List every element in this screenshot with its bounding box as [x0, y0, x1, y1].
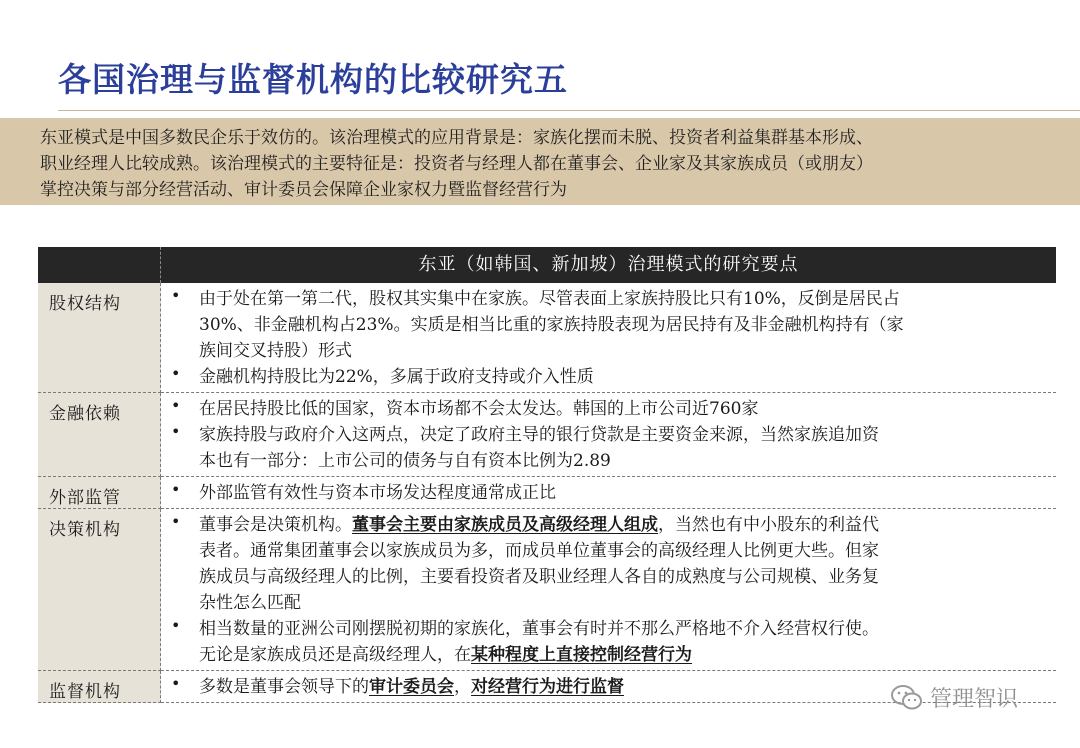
text-run: 无论是家族成员还是高级经理人，在	[199, 645, 471, 665]
bullet-item	[167, 422, 1050, 474]
bullet-item	[167, 616, 1050, 668]
wechat-icon	[890, 684, 924, 712]
bullet-line: 由于处在第一第二代，股权其实集中在家族。尽管表面上家族持股比只有10%，反倒是居民占	[199, 289, 900, 309]
bullet-item	[167, 364, 1050, 390]
table-row-equity	[38, 283, 1056, 393]
comparison-table	[38, 247, 1056, 703]
watermark-text: 管理智识	[930, 687, 1019, 712]
page-title: 各国治理与监督机构的比较研究五	[58, 60, 568, 99]
text-run: ，	[454, 677, 471, 697]
bullet-line: 外部监管有效性与资本市场发达程度通常成正比	[199, 483, 556, 503]
row-content-finance	[161, 393, 1057, 477]
bullet-line: 30%、非金融机构占23%。实质是相当比重的家族持股表现为居民持有及非金融机构持有（家	[199, 315, 904, 335]
text-run: 多数是董事会领导下的	[199, 677, 369, 697]
row-content-decision	[161, 509, 1057, 671]
emphasis-text: 对经营行为进行监督	[471, 677, 624, 697]
bullet-line: 表者。通常集团董事会以家族成员为多，而成员单位董事会的高级经理人比例更大些。但家	[199, 541, 879, 561]
table-row-decision	[38, 509, 1056, 671]
bullet-dot: •	[171, 512, 181, 531]
bullet-line: 家族持股与政府介入这两点，决定了政府主导的银行贷款是主要资金来源，当然家族追加资	[199, 425, 879, 445]
bullet-line: 族成员与高级经理人的比例，主要看投资者及职业经理人各自的成熟度与公司规模、业务复	[199, 567, 879, 587]
bullet-dot: •	[171, 674, 181, 693]
emphasis-text: 董事会主要由家族成员及高级经理人组成	[352, 515, 658, 535]
header-blank-cell	[38, 247, 161, 283]
bullet-line	[199, 512, 1050, 538]
row-content-external-supervision	[161, 477, 1057, 509]
bullet-line: 族间交叉持股）形式	[199, 341, 352, 361]
bullet-dot: •	[171, 480, 181, 499]
row-label-equity: 股权结构	[38, 283, 161, 393]
intro-line: 东亚模式是中国多数民企乐于效仿的。该治理模式的应用背景是：家族化摆而未脱、投资者利益集群基本形成、	[40, 128, 873, 148]
emphasis-text: 某种程度上直接控制经营行为	[471, 645, 692, 665]
bullet-dot: •	[171, 364, 181, 383]
row-label-decision: 决策机构	[38, 509, 161, 671]
title-divider	[58, 110, 1080, 111]
bullet-line: 杂性怎么匹配	[199, 593, 301, 613]
row-label-external-supervision: 外部监管	[38, 477, 161, 509]
text-run: ，当然也有中小股东的利益代	[658, 515, 879, 535]
watermark	[890, 682, 1018, 713]
intro-band	[0, 118, 1080, 205]
bullet-dot: •	[171, 422, 181, 441]
bullet-dot: •	[171, 286, 181, 305]
text-run: 董事会是决策机构。	[199, 515, 352, 535]
bullet-line: 在居民持股比低的国家，资本市场都不会太发达。韩国的上市公司近760家	[199, 399, 759, 419]
table-row-external-supervision	[38, 477, 1056, 509]
table-header: 东亚（如韩国、新加坡）治理模式的研究要点	[161, 247, 1057, 283]
row-content-equity	[161, 283, 1057, 393]
bullet-item	[167, 396, 1050, 422]
bullet-dot: •	[171, 396, 181, 415]
bullet-item	[167, 286, 1050, 364]
bullet-dot: •	[171, 616, 181, 635]
bullet-line: 金融机构持股比为22%，多属于政府支持或介入性质	[199, 367, 594, 387]
table-header-row	[38, 247, 1056, 283]
intro-line: 职业经理人比较成熟。该治理模式的主要特征是：投资者与经理人都在董事会、企业家及其家族成员（或朋友）	[40, 154, 873, 174]
bullet-line: 相当数量的亚洲公司刚摆脱初期的家族化，董事会有时并不那么严格地不介入经营权行使。	[199, 619, 879, 639]
intro-line: 掌控决策与部分经营活动、审计委员会保障企业家权力暨监督经营行为	[40, 180, 567, 200]
emphasis-text: 审计委员会	[369, 677, 454, 697]
bullet-line	[199, 642, 1050, 668]
table-row-finance	[38, 393, 1056, 477]
row-label-supervision: 监督机构	[38, 671, 161, 703]
bullet-item	[167, 480, 1050, 506]
row-label-finance: 金融依赖	[38, 393, 161, 477]
bullet-item	[167, 512, 1050, 616]
bullet-line: 本也有一部分：上市公司的债务与自有资本比例为2.89	[199, 451, 611, 471]
